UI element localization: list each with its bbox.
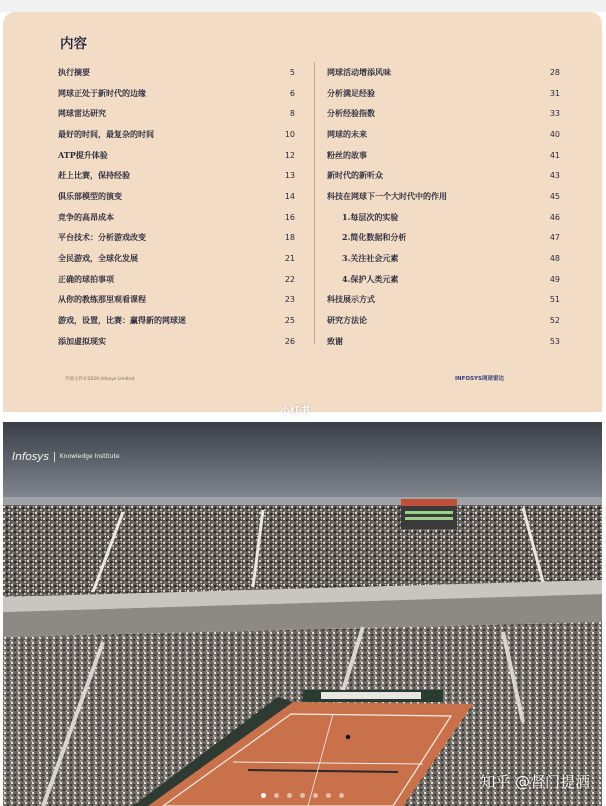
toc-entry-label: 研究方法论 (327, 315, 367, 326)
toc-entry-label: 竞争的高昂成本 (58, 211, 114, 222)
toc-entry-label: 网球雷达研究 (58, 108, 106, 119)
toc-entry-label: 赶上比赛，保持经验 (58, 170, 130, 181)
toc-entry[interactable] (327, 269, 560, 290)
toc-entry[interactable] (58, 207, 295, 228)
toc-entry[interactable] (327, 186, 560, 207)
toc-entry-label: ATP提升体验 (58, 149, 108, 160)
toc-entry[interactable] (58, 290, 295, 311)
toc-entry[interactable] (327, 331, 560, 352)
page-dot[interactable] (326, 793, 331, 798)
toc-entry[interactable] (327, 165, 560, 186)
toc-title: 内容 (60, 36, 87, 52)
toc-entry-label: 致谢 (327, 335, 343, 346)
toc-entry-page: 23 (284, 295, 295, 305)
toc-entry-page: 10 (284, 129, 295, 139)
toc-entry-page: 48 (549, 254, 560, 264)
toc-entry[interactable] (327, 290, 560, 311)
toc-entry[interactable] (58, 331, 295, 352)
page-dot[interactable] (339, 793, 344, 798)
toc-entry[interactable] (58, 103, 295, 124)
page-dot[interactable] (287, 793, 292, 798)
cover-page[interactable] (3, 422, 602, 806)
toc-entry-page: 26 (284, 336, 295, 346)
toc-entry[interactable] (327, 207, 560, 228)
toc-entry[interactable] (58, 165, 295, 186)
toc-entry-page: 14 (284, 191, 295, 201)
toc-entry-label: 执行摘要 (58, 66, 90, 77)
toc-entry[interactable] (327, 62, 560, 83)
page-dot[interactable] (313, 793, 318, 798)
toc-entry-page: 41 (549, 150, 560, 160)
column-divider (314, 62, 315, 344)
toc-entry-page: 18 (284, 233, 295, 243)
toc-entry-page: 52 (549, 316, 560, 326)
toc-entry-page: 16 (284, 212, 295, 222)
toc-entry-label: 科技展示方式 (327, 294, 375, 305)
top-strip (0, 0, 606, 12)
toc-entry-label: 添加虚拟现实 (58, 335, 106, 346)
toc-entry[interactable] (58, 145, 295, 166)
toc-entry-label: 新时代的新听众 (327, 170, 383, 181)
toc-entry-label: 2.简化数据和分析 (342, 232, 407, 243)
toc-entry-label: 科技在网球下一个大时代中的作用 (327, 190, 447, 201)
toc-entry-page: 31 (549, 88, 560, 98)
toc-entry[interactable] (327, 248, 560, 269)
toc-entry-page: 25 (284, 316, 295, 326)
page-dot[interactable] (274, 793, 279, 798)
toc-entry-label: 平台技术：分析游戏改变 (58, 232, 146, 243)
toc-entry-label: 正确的球拍事项 (58, 273, 114, 284)
toc-entry-page: 47 (549, 233, 560, 243)
toc-entry-label: 从你的教练那里观看课程 (58, 294, 146, 305)
toc-entry[interactable] (327, 124, 560, 145)
toc-entry-page: 45 (549, 191, 560, 201)
toc-entry[interactable] (58, 124, 295, 145)
toc-entry[interactable] (58, 269, 295, 290)
brand-name: Infosys (12, 450, 49, 463)
toc-page (3, 12, 602, 412)
toc-entry-page: 46 (549, 212, 560, 222)
xiaohongshu-watermark: 小红书 (280, 406, 310, 417)
toc-entry[interactable] (58, 83, 295, 104)
toc-entry-page: 12 (284, 150, 295, 160)
toc-entry[interactable] (327, 145, 560, 166)
stadium-photo (3, 422, 602, 806)
toc-entry-page: 51 (549, 295, 560, 305)
toc-entry-label: 网球的未来 (327, 128, 367, 139)
toc-entry-label: 最好的时间，最复杂的时间 (58, 128, 154, 139)
toc-entry-label: 俱乐部模型的演变 (58, 190, 122, 201)
toc-entry-label: 网球正处于新时代的边缘 (58, 87, 146, 98)
toc-entry[interactable] (58, 248, 295, 269)
toc-entry-page: 28 (549, 67, 560, 77)
toc-entry[interactable] (58, 62, 295, 83)
toc-entry-page: 6 (289, 88, 295, 98)
toc-entry-page: 8 (289, 109, 295, 119)
infosys-brand (12, 450, 120, 463)
toc-entry-label: 分析满足经验 (327, 87, 375, 98)
brand-separator (54, 452, 55, 462)
toc-entry[interactable] (327, 83, 560, 104)
toc-entry-label: 3.关注社会元素 (342, 253, 399, 264)
toc-entry-page: 43 (549, 171, 560, 181)
brand-subtitle: Knowledge Institute (59, 453, 120, 460)
toc-entry-page: 5 (289, 67, 295, 77)
page-indicator[interactable] (261, 793, 344, 798)
toc-entry-page: 22 (284, 274, 295, 284)
footer-copyright: 外部文件©2020 Infosys Limited (65, 377, 135, 382)
toc-entry-page: 49 (549, 274, 560, 284)
toc-entry[interactable] (58, 186, 295, 207)
toc-entry-label: 游戏，设置，比赛：赢得新的网球迷 (58, 315, 186, 326)
toc-entry-page: 33 (549, 109, 560, 119)
footer-brand: INFOSYS网球雷达 (455, 376, 504, 382)
toc-entry-page: 21 (284, 254, 295, 264)
toc-right-column (327, 62, 560, 352)
toc-entry-label: 1.每层次的实验 (342, 211, 399, 222)
toc-entry-page: 53 (549, 336, 560, 346)
zhihu-watermark: 知乎 @督门提酒 (480, 773, 590, 791)
toc-entry[interactable] (58, 310, 295, 331)
toc-entry[interactable] (327, 228, 560, 249)
toc-entry-label: 分析经验指数 (327, 108, 375, 119)
toc-entry-label: 网球活动增添风味 (327, 66, 391, 77)
page-dot[interactable] (300, 793, 305, 798)
page-dot[interactable] (261, 793, 266, 798)
toc-entry-page: 13 (284, 171, 295, 181)
toc-left-column (58, 62, 295, 352)
toc-entry-label: 全民游戏，全球化发展 (58, 253, 138, 264)
toc-entry-page: 40 (549, 129, 560, 139)
toc-entry-label: 粉丝的故事 (327, 149, 367, 160)
toc-entry[interactable] (58, 228, 295, 249)
toc-entry-label: 4.保护人类元素 (342, 273, 399, 284)
toc-entry[interactable] (327, 103, 560, 124)
toc-entry[interactable] (327, 310, 560, 331)
